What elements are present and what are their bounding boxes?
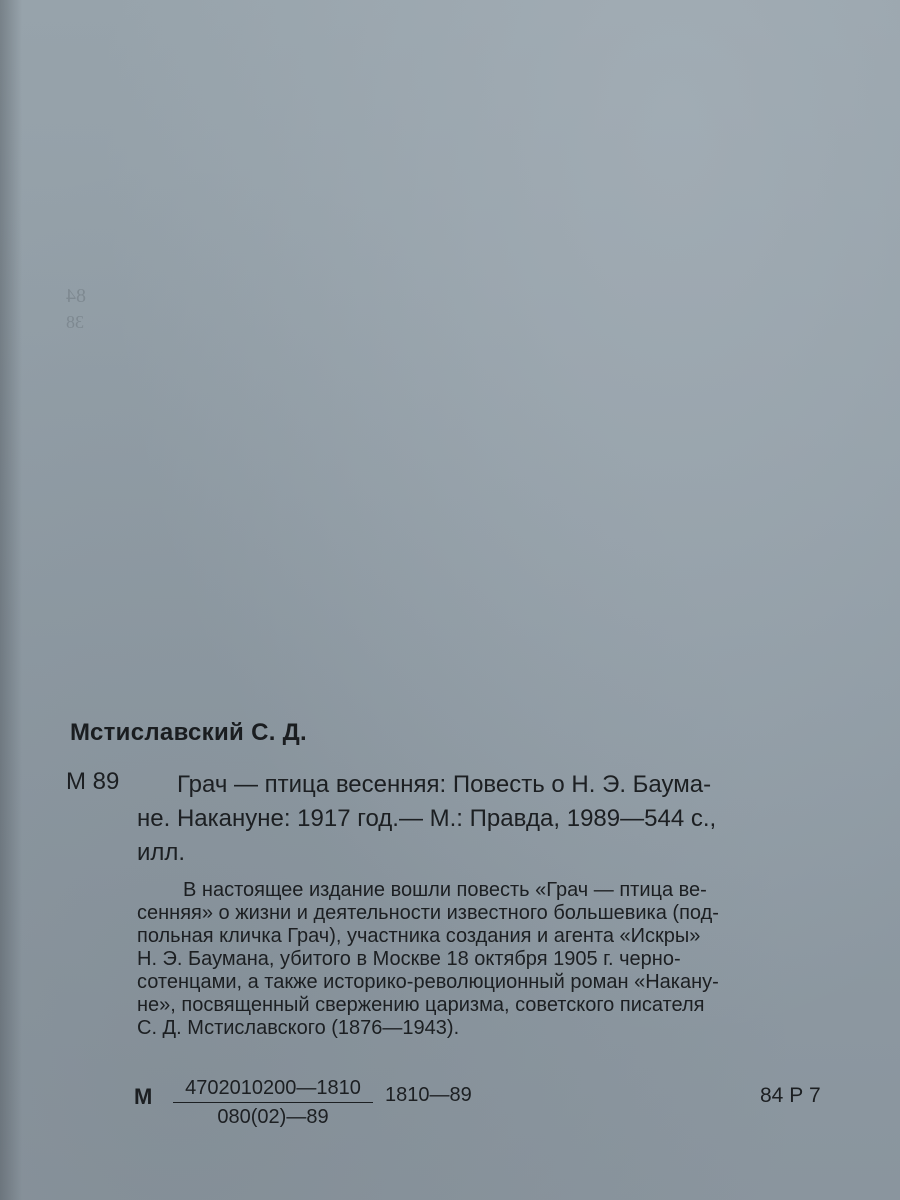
isbn-fraction xyxy=(173,1076,373,1129)
annotation-line: сенняя» о жизни и деятельности известного большевика (под- xyxy=(137,902,719,924)
show-through-number: 38 xyxy=(66,312,84,332)
fraction-denominator: 080(02)—89 xyxy=(217,1106,329,1128)
annotation-line: С. Д. Мстиславского (1876—1943). xyxy=(137,1017,460,1039)
page-edge-shadow xyxy=(0,0,22,1200)
annotation-line: Н. Э. Баумана, убитого в Москве 18 октября 1905 г. черно- xyxy=(137,948,681,970)
footer-number: 1810—89 xyxy=(385,1084,472,1106)
bibliographic-line: Грач — птица весенняя: Повесть о Н. Э. Баума- xyxy=(177,771,712,798)
bibliographic-line: не. Накануне: 1917 год.— М.: Правда, 1989—544 с., xyxy=(137,805,717,832)
author-code: М 89 xyxy=(66,768,120,795)
author-heading: Мстиславский С. Д. xyxy=(70,719,307,746)
bibliographic-description xyxy=(137,768,837,870)
classification-code: 84 Р 7 xyxy=(760,1084,821,1107)
annotation xyxy=(137,879,837,1040)
annotation-line: сотенцами, а также историко-революционный роман «Накану- xyxy=(137,971,719,993)
fraction-numerator: 4702010200—1810 xyxy=(185,1077,361,1099)
fraction-bar xyxy=(173,1102,373,1103)
annotation-line: польная кличка Грач), участника создания и агента «Искры» xyxy=(137,925,701,947)
bibliographic-line: илл. xyxy=(137,839,186,866)
show-through-number: 84 xyxy=(66,285,86,307)
annotation-line: В настоящее издание вошли повесть «Грач — птица ве- xyxy=(183,879,707,901)
footer-letter: М xyxy=(134,1084,153,1109)
annotation-line: не», посвященный свержению царизма, советского писателя xyxy=(137,994,705,1016)
